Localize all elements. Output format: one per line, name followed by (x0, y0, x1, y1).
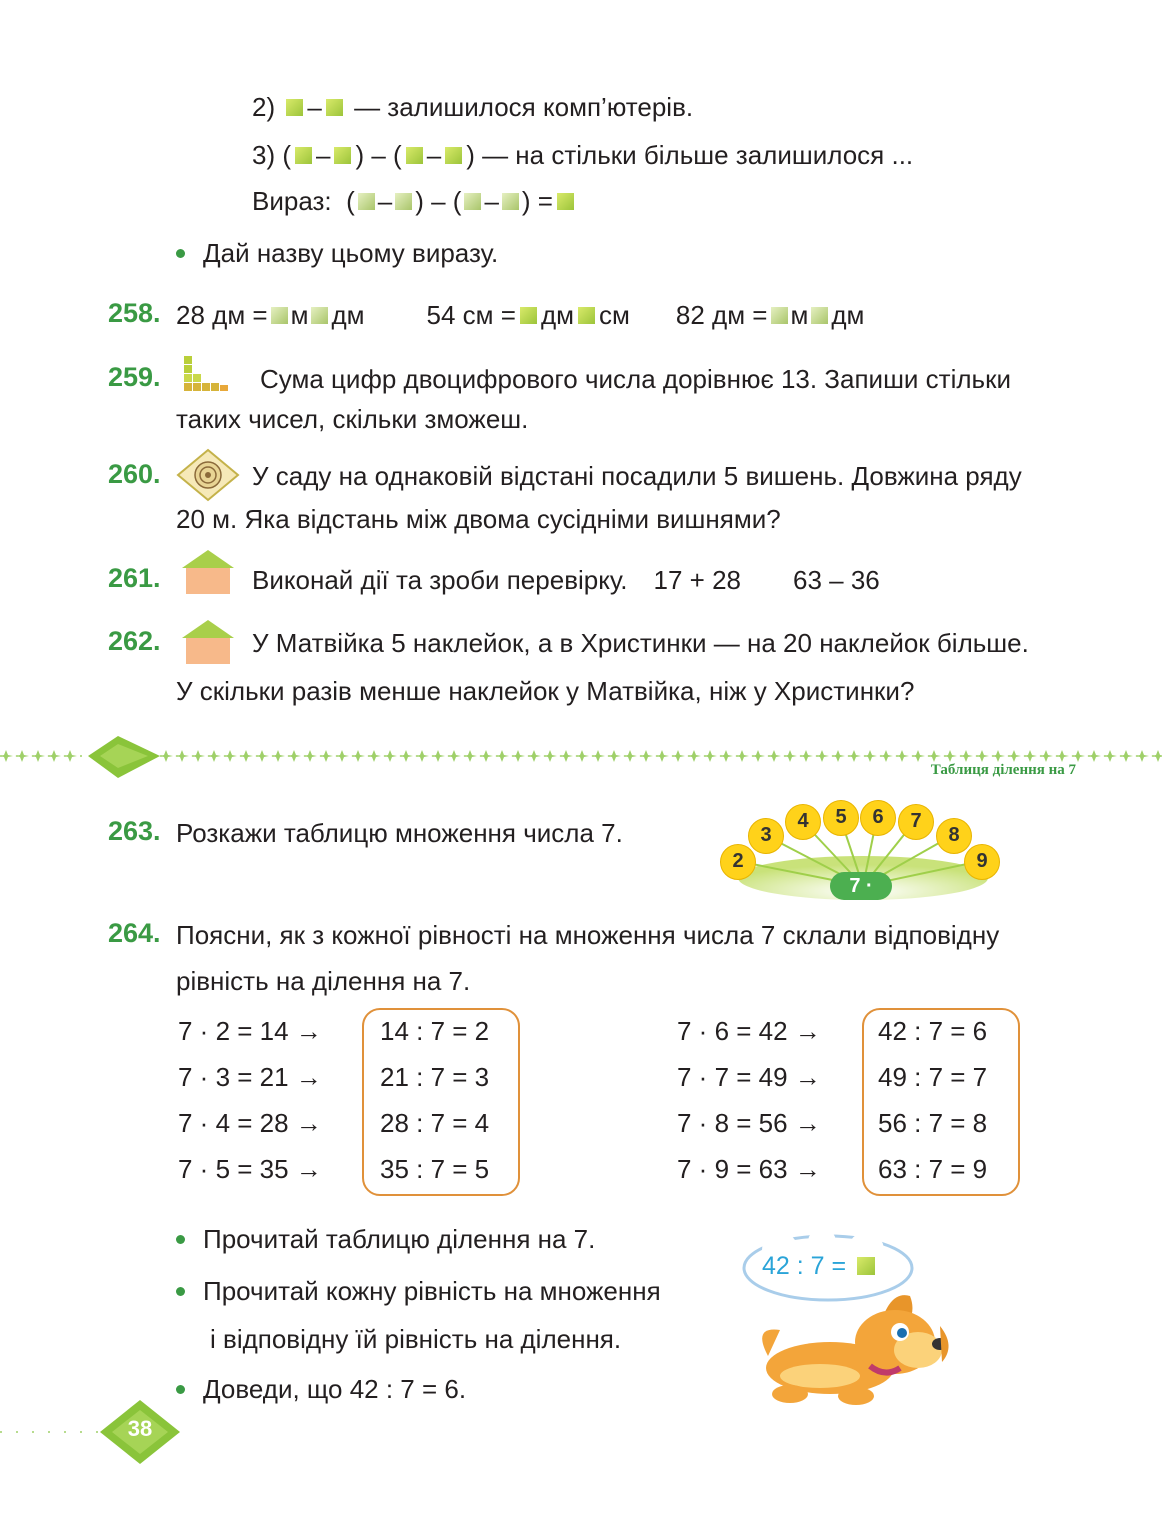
blank-square (334, 147, 351, 164)
cloud-equation: 42 : 7 = (762, 1250, 879, 1282)
blank-square (311, 307, 328, 324)
bullet-read-table: Прочитай таблицю ділення на 7. (176, 1222, 595, 1256)
blank-square (295, 147, 312, 164)
divider-star (1023, 750, 1037, 762)
divider-star (63, 750, 77, 762)
divider-star (943, 750, 957, 762)
task-number: 261. (108, 563, 161, 593)
divider-star (655, 750, 669, 762)
divider-star (351, 750, 365, 762)
divider-star (399, 750, 413, 762)
divider-star (735, 750, 749, 762)
divider-star (511, 750, 525, 762)
blank-square (395, 193, 412, 210)
divider-star (367, 750, 381, 762)
divider-star (863, 750, 877, 762)
multiplication-equation: 7 · 7 = 49 → (677, 1062, 821, 1092)
task-261-text: Виконай дії та зроби перевірку. 17 + 28 63 – 36 (252, 565, 880, 595)
multiplication-equation: 7 · 9 = 63 → (677, 1154, 821, 1184)
divider-star (175, 750, 189, 762)
divider-star (575, 750, 589, 762)
divider-star (911, 750, 925, 762)
page-number-badge (0, 1398, 200, 1468)
divider-star (1087, 750, 1101, 762)
blank-square (811, 307, 828, 324)
blank-square (502, 193, 519, 210)
divider-star (255, 750, 269, 762)
fan-number: 6 (860, 800, 896, 836)
bullet-dot (176, 1235, 185, 1244)
divider-star (671, 750, 685, 762)
divider-star (1135, 750, 1149, 762)
multiplication-equation: 7 · 4 = 28 → (178, 1108, 322, 1138)
fan-number: 5 (823, 800, 859, 836)
task-257-line-2: 2) – — залишилося комп’ютерів. (252, 92, 694, 122)
divider-star (495, 750, 509, 762)
blocks-icon (182, 354, 232, 394)
divider-star (719, 750, 733, 762)
divider-star (991, 750, 1005, 762)
divider-star (1119, 750, 1133, 762)
task-number: 260. (108, 459, 161, 489)
task-263-text: Розкажи таблицю множення числа 7. (176, 818, 623, 848)
task-260-line-2: 20 м. Яка відстань між двома сусідніми вишнями? (176, 504, 781, 534)
bullet-prove: Доведи, що 42 : 7 = 6. (176, 1372, 466, 1406)
division-equation: 21 : 7 = 3 (380, 1062, 490, 1092)
division-equation: 14 : 7 = 2 (380, 1016, 490, 1046)
blank-square (271, 307, 288, 324)
divider-star (1039, 750, 1053, 762)
multiplication-equation: 7 · 2 = 14 → (178, 1016, 322, 1046)
divider-star (319, 750, 333, 762)
division-equation: 42 : 7 = 6 (878, 1016, 988, 1046)
blank-square (557, 193, 574, 210)
divider-star (623, 750, 637, 762)
divider-star (335, 750, 349, 762)
divider-star (447, 750, 461, 762)
divider-star (639, 750, 653, 762)
house-icon (180, 618, 236, 666)
divider-star (543, 750, 557, 762)
fan-number: 2 (720, 844, 756, 880)
divider-star (191, 750, 205, 762)
bullet-dot (176, 1287, 185, 1296)
divider-star (303, 750, 317, 762)
task-257-line-3: 3) ( – ) – ( – ) — на стільки більше залишилося ... (252, 140, 914, 170)
task-258-conversions: 28 дм = м дм 54 см = дм см 82 дм = м дм (176, 300, 865, 330)
divider-star (287, 750, 301, 762)
task-259-line-1: Сума цифр двоцифрового числа дорівнює 13. Запиши стільки (260, 364, 1011, 394)
task-259-line-2: таких чисел, скільки зможеш. (176, 404, 529, 434)
divider-star (799, 750, 813, 762)
task-264-line-1: Поясни, як з кожної рівності на множення числа 7 склали відповідну (176, 920, 1000, 950)
division-equation: 56 : 7 = 8 (878, 1108, 988, 1138)
fan-number: 7 (898, 804, 934, 840)
divider-star (879, 750, 893, 762)
divider-star (783, 750, 797, 762)
bullet-read-each: Прочитай кожну рівність на множення (176, 1274, 661, 1308)
fan-number: 9 (964, 844, 1000, 880)
multiplication-equation: 7 · 6 = 42 → (677, 1016, 821, 1046)
divider-star (831, 750, 845, 762)
divider-star (1055, 750, 1069, 762)
blank-square (857, 1257, 875, 1275)
division-equation: 35 : 7 = 5 (380, 1154, 490, 1184)
bullet-name-expression: Дай назву цьому виразу. (176, 236, 498, 270)
page-number: 38 (127, 1416, 153, 1441)
multiplication-fan (718, 800, 1008, 900)
divider-star (431, 750, 445, 762)
division-equation: 49 : 7 = 7 (878, 1062, 988, 1092)
fan-number: 3 (748, 818, 784, 854)
multiplication-equation: 7 · 8 = 56 → (677, 1108, 821, 1138)
task-number: 263. (108, 816, 161, 846)
blank-square (286, 99, 303, 116)
fan-number: 4 (785, 804, 821, 840)
blank-square (445, 147, 462, 164)
task-number: 262. (108, 626, 161, 656)
divider-star (751, 750, 765, 762)
blank-square (358, 193, 375, 210)
division-equation: 28 : 7 = 4 (380, 1108, 490, 1138)
divider-star (703, 750, 717, 762)
target-diamond-icon (176, 448, 240, 502)
section-header: Таблиця ділення на 7 (930, 762, 1076, 778)
divider-star (47, 750, 61, 762)
blank-square (406, 147, 423, 164)
divider-star (207, 750, 221, 762)
divider-star (1071, 750, 1085, 762)
divider-star (0, 750, 13, 762)
task-number: 259. (108, 362, 161, 392)
divider-star (895, 750, 909, 762)
divider-star (559, 750, 573, 762)
divider-star (31, 750, 45, 762)
star-divider (0, 722, 1162, 792)
task-257-expression: Вираз: ( – ) – ( – ) = (252, 184, 578, 218)
divider-star (223, 750, 237, 762)
divider-star (975, 750, 989, 762)
divider-star (1103, 750, 1117, 762)
task-262-line-2: У скільки разів менше наклейок у Матвійка, ніж у Христинки? (176, 676, 915, 706)
task-number: 264. (108, 918, 161, 948)
blank-square (771, 307, 788, 324)
bullet-read-each-cont: і відповідну їй рівність на ділення. (210, 1324, 622, 1354)
house-icon (180, 548, 236, 596)
divider-star (1007, 750, 1021, 762)
divider-star (383, 750, 397, 762)
divider-star (607, 750, 621, 762)
blank-square (578, 307, 595, 324)
divider-star (415, 750, 429, 762)
divider-star (847, 750, 861, 762)
divider-star (687, 750, 701, 762)
blank-square (520, 307, 537, 324)
dog-illustration (750, 1286, 960, 1406)
divider-star (591, 750, 605, 762)
divider-star (159, 750, 173, 762)
divider-star (959, 750, 973, 762)
blank-square (326, 99, 343, 116)
divider-star (479, 750, 493, 762)
divider-star (767, 750, 781, 762)
divider-star (15, 750, 29, 762)
multiplication-equation: 7 · 3 = 21 → (178, 1062, 322, 1092)
task-262-line-1: У Матвійка 5 наклейок, а в Христинки — на 20 наклейок більше. (252, 628, 1029, 658)
divider-star (239, 750, 253, 762)
divider-star (271, 750, 285, 762)
task-260-line-1: У саду на однаковій відстані посадили 5 вишень. Довжина ряду (252, 461, 1022, 491)
divider-star (463, 750, 477, 762)
divider-star (1151, 750, 1162, 762)
fan-number: 8 (936, 818, 972, 854)
divider-star (927, 750, 941, 762)
multiplication-equation: 7 · 5 = 35 → (178, 1154, 322, 1184)
fan-center-label: 7 · (830, 872, 892, 900)
division-equation: 63 : 7 = 9 (878, 1154, 988, 1184)
task-264-line-2: рівність на ділення на 7. (176, 966, 471, 996)
bullet-dot (176, 1385, 185, 1394)
bullet-dot (176, 249, 185, 258)
task-number: 258. (108, 298, 161, 328)
divider-star (815, 750, 829, 762)
divider-star (527, 750, 541, 762)
blank-square (464, 193, 481, 210)
